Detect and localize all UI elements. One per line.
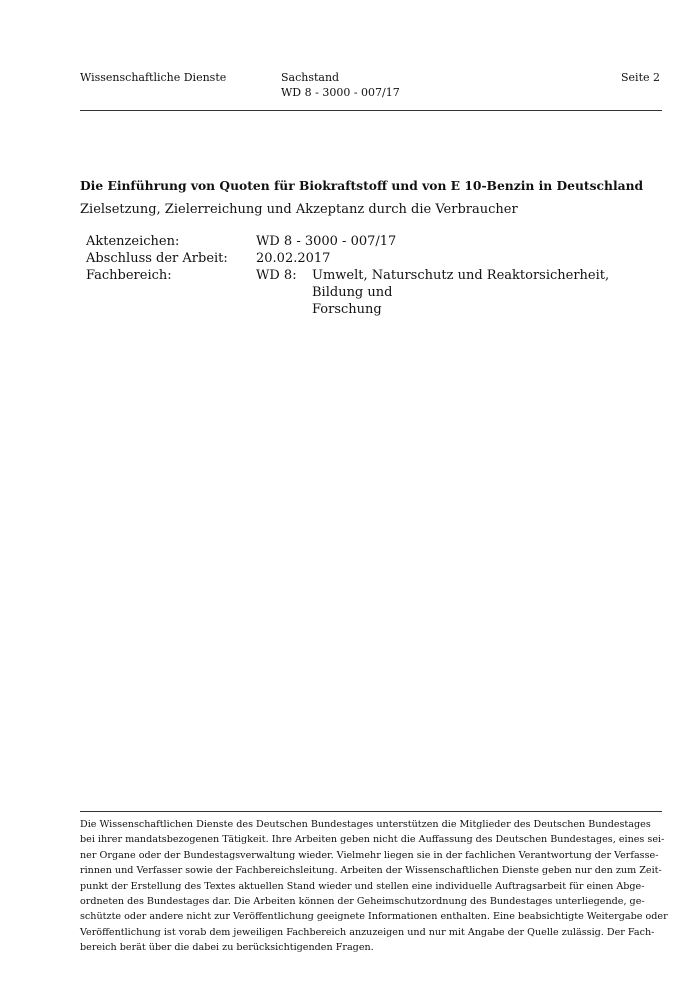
- fachbereich-line-2: Forschung: [312, 302, 382, 317]
- disclaimer-line: Die Wissenschaftlichen Dienste des Deutschen Bundestages unterstützen die Mitglieder des Deutschen Bundestages: [80, 819, 651, 830]
- disclaimer-line: bereich berät über die dabei zu berücksichtigenden Fragen.: [80, 942, 374, 954]
- disclaimer-line: rinnen und Verfasser sowie der Fachbereichsleitung. Arbeiten der Wissenschaftlichen Dienste geben nur den zum Zeit-: [80, 865, 662, 877]
- document-subtitle: Zielsetzung, Zielerreichung und Akzeptanz durch die Verbraucher: [80, 202, 518, 217]
- fachbereich-line-1: Umwelt, Naturschutz und Reaktorsicherheit, Bildung und: [312, 268, 610, 300]
- disclaimer-line: punkt der Erstellung des Textes aktuellen Stand wieder und stellen eine individuelle Auftragsarbeit für einen Abge-: [80, 880, 645, 892]
- header-doc-number: WD 8 - 3000 - 007/17: [281, 86, 400, 99]
- abschluss-value: 20.02.2017: [256, 251, 331, 266]
- fachbereich-description: [312, 267, 662, 318]
- meta-row-fachbereich: [86, 267, 666, 317]
- disclaimer: [80, 817, 668, 956]
- disclaimer-line: ordneten des Bundestages dar. Die Arbeiten können der Geheimschutzordnung des Bundestages unterliegende, ge-: [80, 896, 645, 908]
- meta-row-aktenzeichen: [86, 233, 666, 250]
- header-doc-type: Sachstand: [281, 71, 340, 84]
- disclaimer-line: schützte oder andere nicht zur Veröffentlichung geeignete Informationen enthalten. Eine beabsichtigte Weitergabe oder: [80, 911, 668, 923]
- fachbereich-label: Fachbereich:: [86, 268, 172, 283]
- document-title: Die Einführung von Quoten für Biokraftstoff und von E 10-Benzin in Deutschland: [80, 178, 644, 193]
- header-institution: Wissenschaftliche Dienste: [80, 71, 227, 84]
- meta-row-abschluss: [86, 250, 666, 267]
- fachbereich-code: WD 8:: [256, 268, 297, 283]
- aktenzeichen-label: Aktenzeichen:: [86, 234, 180, 249]
- disclaimer-line: ner Organe oder der Bundestagsverwaltung wieder. Vielmehr liegen sie in der fachlichen Verantwortung der Verfasse-: [80, 849, 659, 861]
- header-divider: [80, 110, 662, 111]
- header-document-info: [281, 70, 400, 100]
- disclaimer-line: Veröffentlichung ist vorab dem jeweiligen Fachbereich anzuzeigen und nur mit Angabe der Quelle zulässig. Der Fach-: [80, 926, 655, 938]
- aktenzeichen-value: WD 8 - 3000 - 007/17: [256, 234, 397, 249]
- footer-divider: [80, 811, 662, 812]
- abschluss-label: Abschluss der Arbeit:: [86, 251, 228, 266]
- disclaimer-line: bei ihrer mandatsbezogenen Tätigkeit. Ihre Arbeiten geben nicht die Auffassung des Deutschen Bundestages, eines sei-: [80, 834, 665, 846]
- header-page-number: Seite 2: [621, 71, 660, 84]
- document-metadata: [86, 233, 666, 317]
